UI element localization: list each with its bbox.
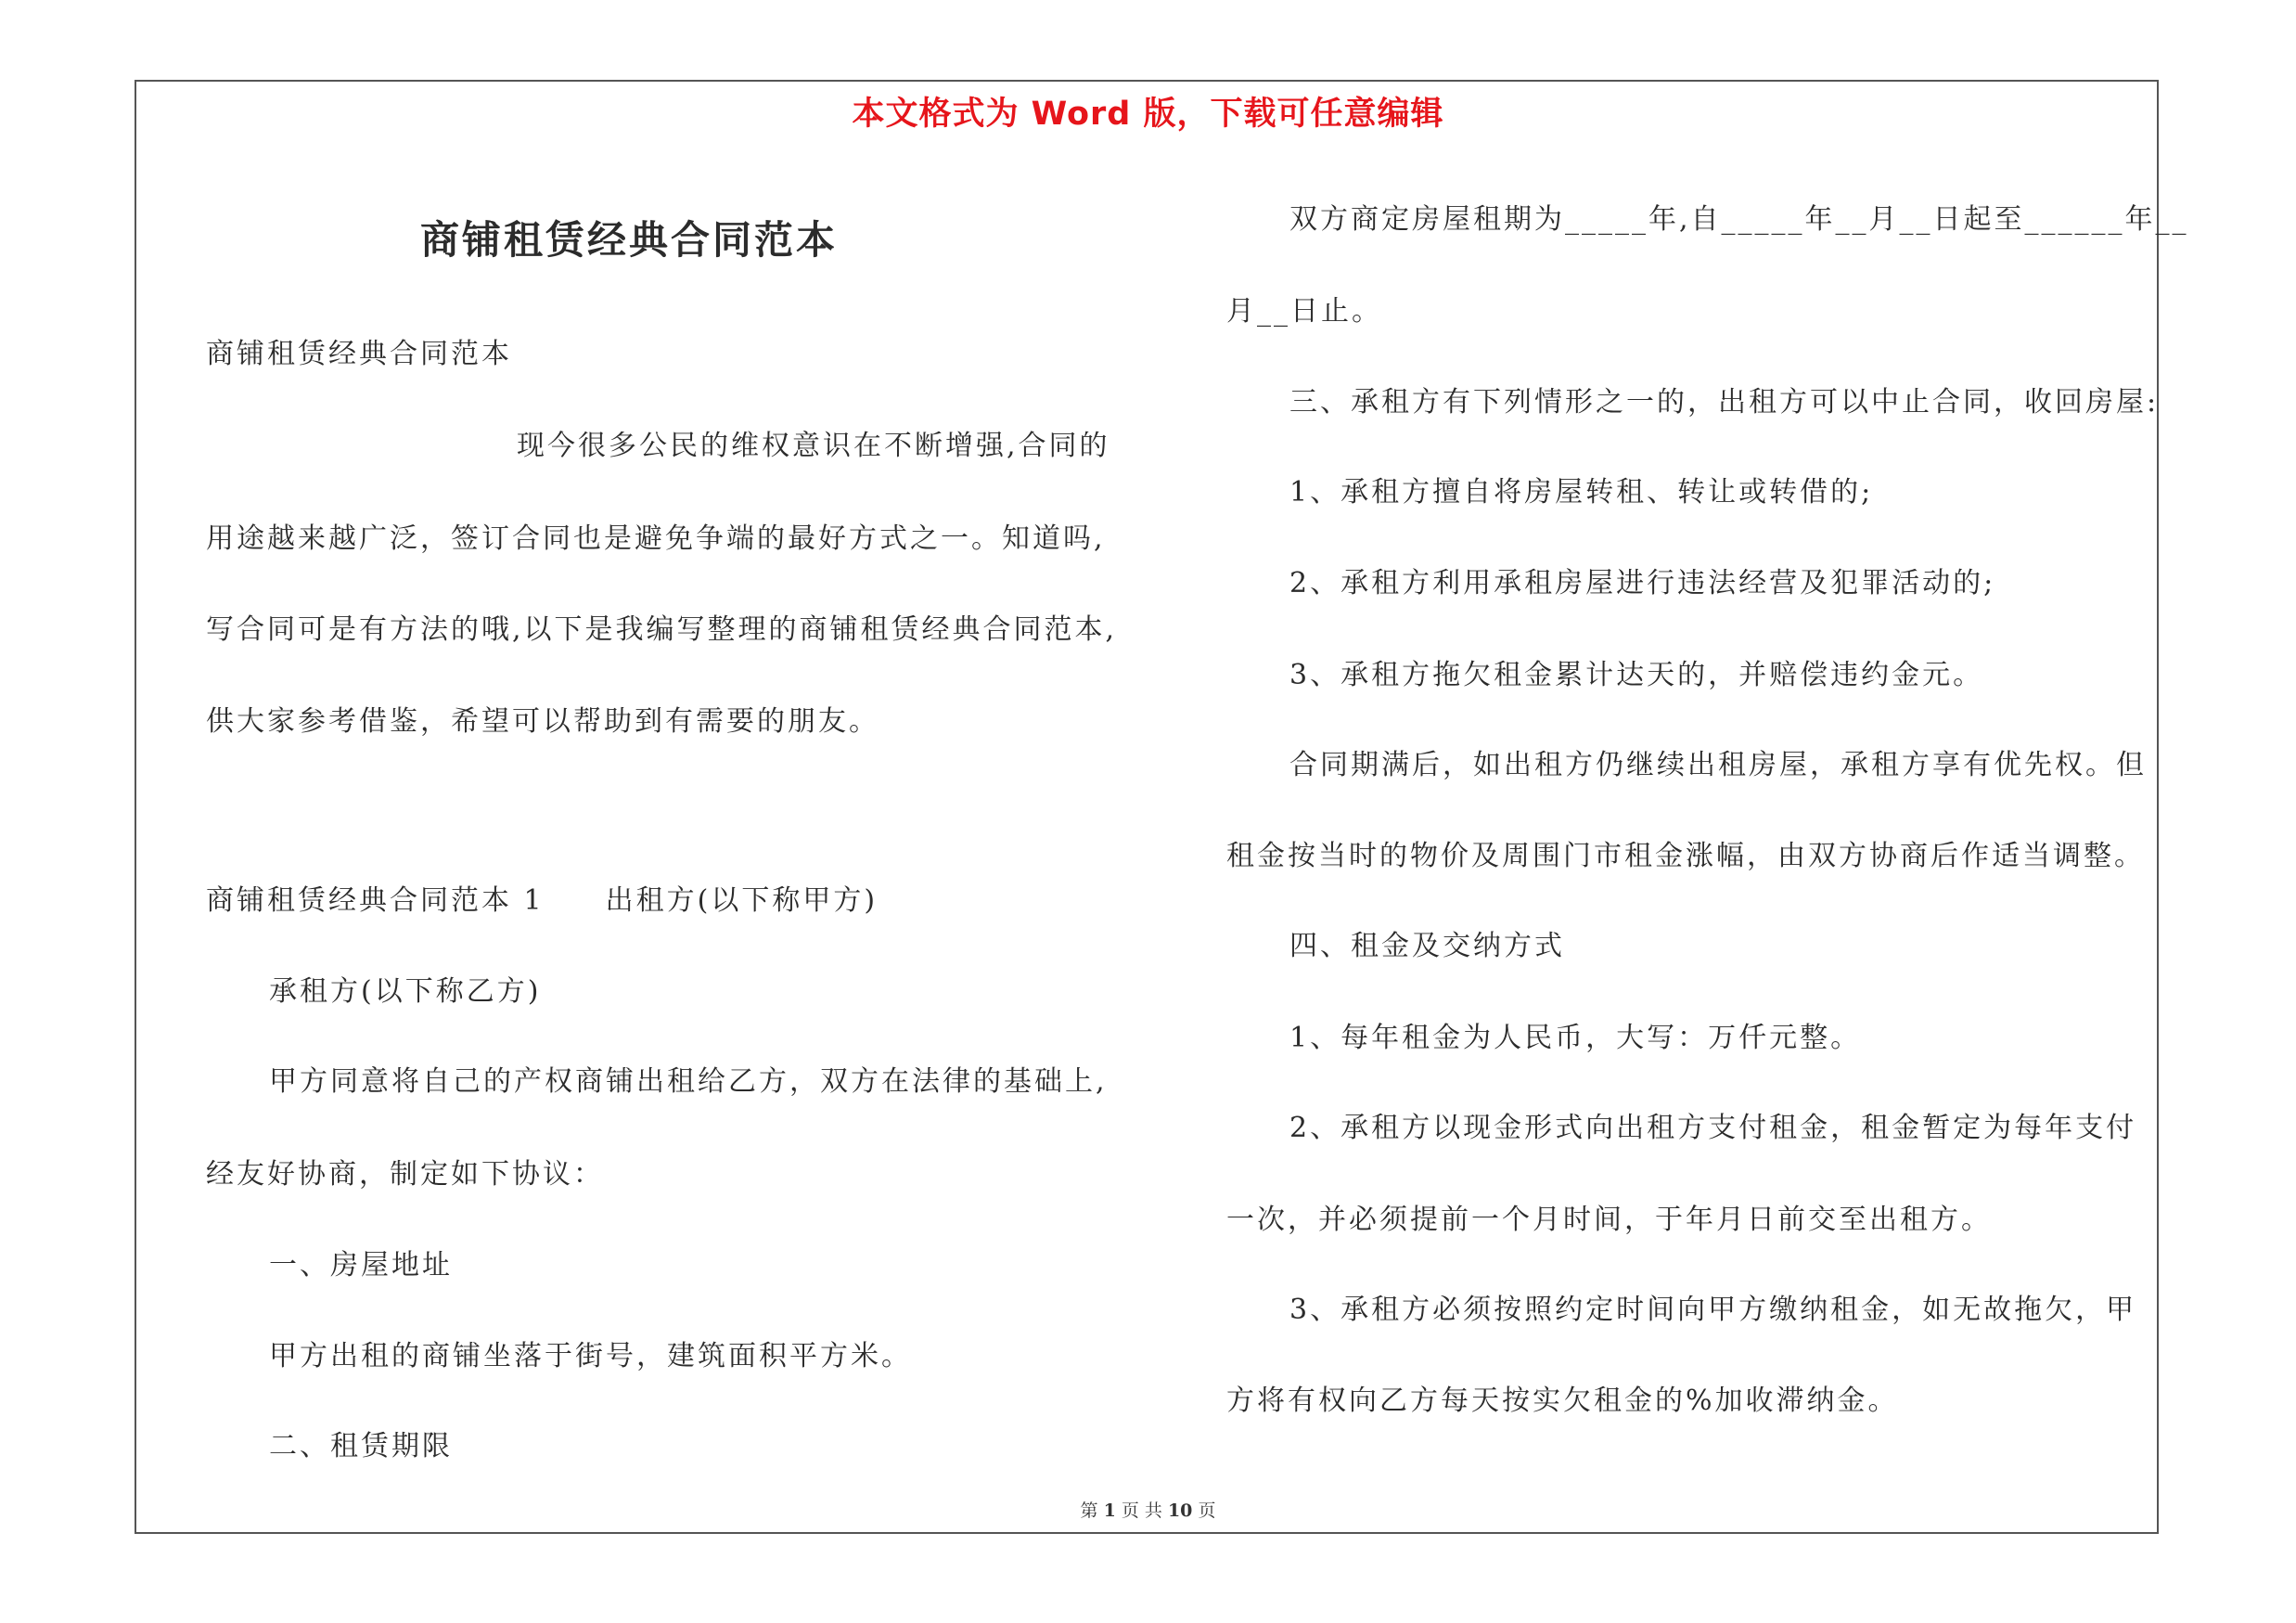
word-format-banner: 本文格式为 Word 版，下载可任意编辑 [852,96,1444,133]
paragraph-line: 方将有权向乙方每天按实欠租金的%加收滞纳金。 [1226,1385,1899,1417]
paragraph-line: 商铺租赁经典合同范本 [206,338,512,370]
paragraph-line: 1、每年租金为人民币，大写：万仟元整。 [1289,1022,1862,1054]
current-page-number: 1 [1103,1501,1116,1521]
paragraph-line: 3、承租方必须按照约定时间向甲方缴纳租金，如无故拖欠，甲 [1289,1294,2137,1326]
paragraph-line: 四、租金及交纳方式 [1289,930,1565,962]
paragraph-line: 甲方出租的商铺坐落于街号，建筑面积平方米。 [269,1340,912,1372]
total-page-count: 10 [1167,1501,1193,1521]
paragraph-line: 月__日止。 [1226,295,1382,328]
document-title: 商铺租赁经典合同范本 [420,217,839,263]
paragraph-line: 二、租赁期限 [269,1430,453,1462]
paragraph-line: 2、承租方以现金形式向出租方支付租金，租金暂定为每年支付 [1289,1112,2137,1144]
paragraph-line: 双方商定房屋租期为_____年,自_____年__月__日起至______年__ [1289,203,2189,236]
paragraph-line: 供大家参考借鉴，希望可以帮助到有需要的朋友。 [206,705,879,738]
paragraph-line: 三、承租方有下列情形之一的，出租方可以中止合同，收回房屋: [1289,386,2160,419]
footer-prefix: 第 [1080,1501,1098,1521]
paragraph-line: 3、承租方拖欠租金累计达天的，并赔偿违约金元。 [1289,659,1984,691]
paragraph-line: 写合同可是有方法的哦,以下是我编写整理的商铺租赁经典合同范本, [206,613,1118,646]
paragraph-line: 甲方同意将自己的产权商铺出租给乙方，双方在法律的基础上, [269,1065,1108,1098]
paragraph-line: 商铺租赁经典合同范本 1 出租方(以下称甲方) [206,884,879,917]
paragraph-line: 一、房屋地址 [269,1249,453,1282]
footer-mid: 页 共 [1121,1501,1162,1521]
paragraph-line: 合同期满后，如出租方仍继续出租房屋，承租方享有优先权。但 [1289,749,2147,781]
paragraph-line: 经友好协商，制定如下协议： [206,1158,604,1191]
paragraph-line: 现今很多公民的维权意识在不断增强,合同的 [517,430,1110,462]
paragraph-line: 1、承租方擅自将房屋转租、转让或转借的; [1289,476,1874,509]
footer-suffix: 页 [1198,1501,1216,1521]
paragraph-line: 租金按当时的物价及周围门市租金涨幅，由双方协商后作适当调整。 [1226,840,2145,872]
page-number-footer [0,1497,2296,1522]
paragraph-line: 用途越来越广泛，签订合同也是避免争端的最好方式之一。知道吗, [206,522,1106,555]
paragraph-line: 一次，并必须提前一个月时间，于年月日前交至出租方。 [1226,1204,1992,1236]
paragraph-line: 承租方(以下称乙方) [269,975,542,1008]
paragraph-line: 2、承租方利用承租房屋进行违法经营及犯罪活动的; [1289,567,1996,599]
